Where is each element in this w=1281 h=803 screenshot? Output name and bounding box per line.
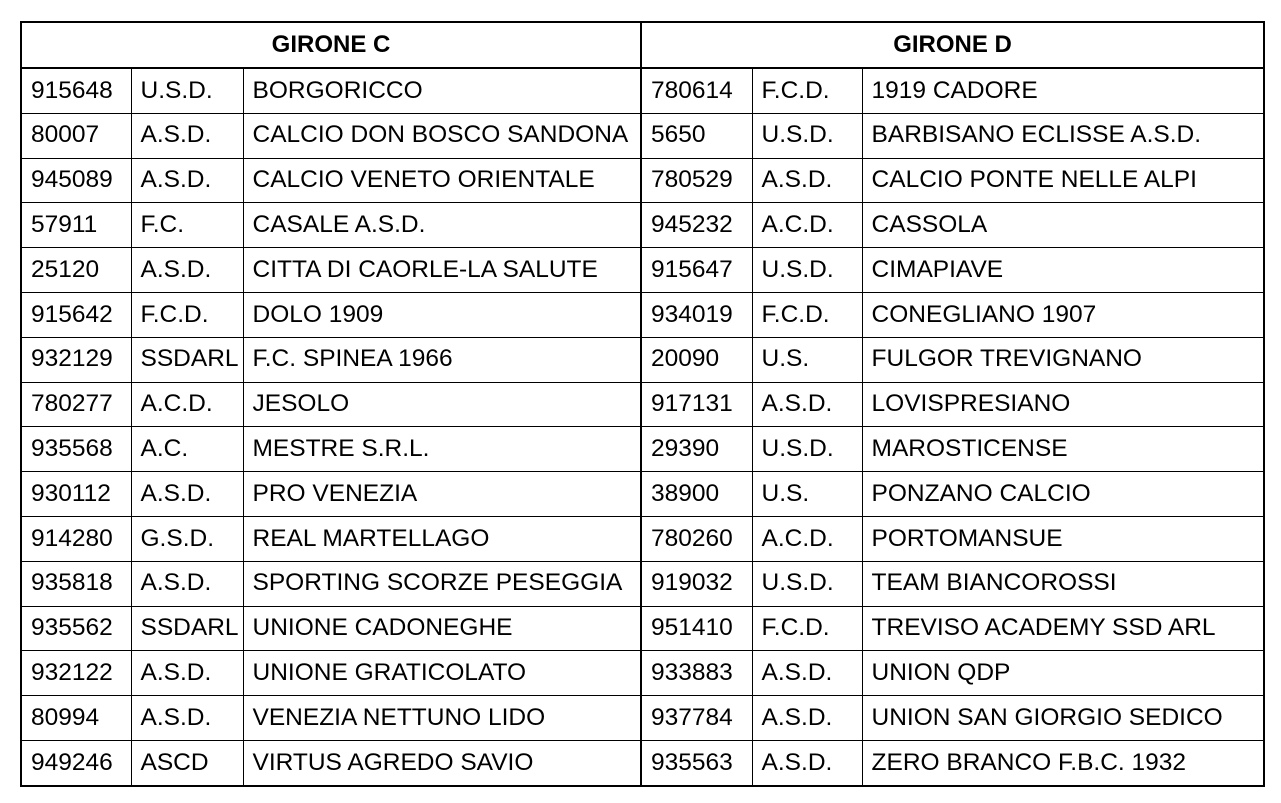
group-d-team-code: 780529 xyxy=(641,158,752,203)
group-c-team-name: VENEZIA NETTUNO LIDO xyxy=(243,696,641,741)
group-c-team-type: A.S.D. xyxy=(131,113,243,158)
group-c-team-code: 935818 xyxy=(21,561,131,606)
group-c-team-type: A.S.D. xyxy=(131,158,243,203)
group-c-team-type: A.C.D. xyxy=(131,382,243,427)
table-row xyxy=(21,68,1264,113)
group-d-team-code: 780614 xyxy=(641,68,752,113)
group-d-team-code: 934019 xyxy=(641,292,752,337)
group-d-team-name: PORTOMANSUE xyxy=(862,516,1264,561)
group-c-team-code: 80007 xyxy=(21,113,131,158)
table-row xyxy=(21,696,1264,741)
group-c-team-code: 914280 xyxy=(21,516,131,561)
group-c-team-code: 932122 xyxy=(21,651,131,696)
group-c-team-name: PRO VENEZIA xyxy=(243,472,641,517)
table-row xyxy=(21,740,1264,785)
group-d-team-code: 29390 xyxy=(641,427,752,472)
group-c-team-type: F.C. xyxy=(131,203,243,248)
group-c-team-code: 80994 xyxy=(21,696,131,741)
groups-table xyxy=(20,21,1265,787)
group-d-team-type: F.C.D. xyxy=(752,606,862,651)
group-c-team-type: A.C. xyxy=(131,427,243,472)
group-c-team-type: SSDARL xyxy=(131,606,243,651)
group-d-team-name: BARBISANO ECLISSE A.S.D. xyxy=(862,113,1264,158)
group-c-team-name: JESOLO xyxy=(243,382,641,427)
group-c-team-code: 915648 xyxy=(21,68,131,113)
group-c-team-name: CALCIO VENETO ORIENTALE xyxy=(243,158,641,203)
group-d-team-name: CASSOLA xyxy=(862,203,1264,248)
group-d-team-code: 915647 xyxy=(641,248,752,293)
group-d-team-type: U.S.D. xyxy=(752,561,862,606)
group-d-team-code: 933883 xyxy=(641,651,752,696)
group-d-team-name: LOVISPRESIANO xyxy=(862,382,1264,427)
group-c-team-code: 935562 xyxy=(21,606,131,651)
table-row xyxy=(21,382,1264,427)
group-c-team-code: 780277 xyxy=(21,382,131,427)
group-d-team-type: A.S.D. xyxy=(752,651,862,696)
group-c-team-code: 945089 xyxy=(21,158,131,203)
group-d-team-name: UNION QDP xyxy=(862,651,1264,696)
group-d-team-name: UNION SAN GIORGIO SEDICO xyxy=(862,696,1264,741)
group-d-team-code: 38900 xyxy=(641,472,752,517)
group-c-team-code: 930112 xyxy=(21,472,131,517)
group-d-team-code: 780260 xyxy=(641,516,752,561)
group-d-team-code: 5650 xyxy=(641,113,752,158)
group-d-team-code: 937784 xyxy=(641,696,752,741)
header-row xyxy=(21,22,1264,68)
group-c-team-code: 932129 xyxy=(21,337,131,382)
table-row xyxy=(21,113,1264,158)
group-c-team-code: 57911 xyxy=(21,203,131,248)
table-row xyxy=(21,606,1264,651)
group-d-team-code: 935563 xyxy=(641,740,752,785)
group-c-team-name: REAL MARTELLAGO xyxy=(243,516,641,561)
group-d-team-name: 1919 CADORE xyxy=(862,68,1264,113)
group-d-team-name: PONZANO CALCIO xyxy=(862,472,1264,517)
group-d-team-type: A.C.D. xyxy=(752,203,862,248)
group-d-team-name: FULGOR TREVIGNANO xyxy=(862,337,1264,382)
table-row xyxy=(21,561,1264,606)
group-c-team-name: SPORTING SCORZE PESEGGIA xyxy=(243,561,641,606)
group-d-team-type: U.S.D. xyxy=(752,427,862,472)
group-c-team-type: G.S.D. xyxy=(131,516,243,561)
group-d-team-name: TREVISO ACADEMY SSD ARL xyxy=(862,606,1264,651)
table-body xyxy=(21,68,1264,786)
group-c-team-type: A.S.D. xyxy=(131,248,243,293)
group-d-team-code: 20090 xyxy=(641,337,752,382)
group-d-team-type: U.S.D. xyxy=(752,248,862,293)
group-c-team-type: A.S.D. xyxy=(131,472,243,517)
group-c-team-name: BORGORICCO xyxy=(243,68,641,113)
group-c-team-code: 949246 xyxy=(21,740,131,785)
table-row xyxy=(21,158,1264,203)
table-row xyxy=(21,337,1264,382)
group-d-team-name: MAROSTICENSE xyxy=(862,427,1264,472)
group-c-team-name: CITTA DI CAORLE-LA SALUTE xyxy=(243,248,641,293)
group-c-team-type: U.S.D. xyxy=(131,68,243,113)
group-d-team-type: A.S.D. xyxy=(752,382,862,427)
group-d-team-name: TEAM BIANCOROSSI xyxy=(862,561,1264,606)
group-d-team-name: CONEGLIANO 1907 xyxy=(862,292,1264,337)
group-c-title: GIRONE C xyxy=(21,22,641,68)
group-c-team-type: F.C.D. xyxy=(131,292,243,337)
table-row xyxy=(21,516,1264,561)
group-c-team-name: F.C. SPINEA 1966 xyxy=(243,337,641,382)
table-row xyxy=(21,651,1264,696)
table-row xyxy=(21,292,1264,337)
group-d-team-type: U.S. xyxy=(752,472,862,517)
group-c-team-name: DOLO 1909 xyxy=(243,292,641,337)
group-d-team-code: 951410 xyxy=(641,606,752,651)
group-d-team-type: U.S.D. xyxy=(752,113,862,158)
group-c-team-type: A.S.D. xyxy=(131,561,243,606)
group-d-team-type: A.S.D. xyxy=(752,696,862,741)
table-row xyxy=(21,427,1264,472)
table-row xyxy=(21,472,1264,517)
group-d-team-code: 919032 xyxy=(641,561,752,606)
group-d-team-type: A.S.D. xyxy=(752,740,862,785)
group-c-team-type: A.S.D. xyxy=(131,651,243,696)
group-c-team-name: MESTRE S.R.L. xyxy=(243,427,641,472)
group-d-team-type: F.C.D. xyxy=(752,68,862,113)
table-row xyxy=(21,203,1264,248)
group-c-team-name: CALCIO DON BOSCO SANDONA xyxy=(243,113,641,158)
group-c-team-name: UNIONE GRATICOLATO xyxy=(243,651,641,696)
group-d-team-type: A.S.D. xyxy=(752,158,862,203)
group-d-team-code: 945232 xyxy=(641,203,752,248)
group-d-team-code: 917131 xyxy=(641,382,752,427)
group-d-title: GIRONE D xyxy=(641,22,1264,68)
group-d-team-type: U.S. xyxy=(752,337,862,382)
group-c-team-name: CASALE A.S.D. xyxy=(243,203,641,248)
group-d-team-type: A.C.D. xyxy=(752,516,862,561)
group-d-team-name: ZERO BRANCO F.B.C. 1932 xyxy=(862,740,1264,785)
group-d-team-name: CIMAPIAVE xyxy=(862,248,1264,293)
group-c-team-type: ASCD xyxy=(131,740,243,785)
group-d-team-type: F.C.D. xyxy=(752,292,862,337)
group-c-team-code: 935568 xyxy=(21,427,131,472)
group-c-team-name: UNIONE CADONEGHE xyxy=(243,606,641,651)
group-c-team-name: VIRTUS AGREDO SAVIO xyxy=(243,740,641,785)
group-d-team-name: CALCIO PONTE NELLE ALPI xyxy=(862,158,1264,203)
group-c-team-type: A.S.D. xyxy=(131,696,243,741)
group-c-team-code: 915642 xyxy=(21,292,131,337)
table-row xyxy=(21,248,1264,293)
group-c-team-type: SSDARL xyxy=(131,337,243,382)
group-c-team-code: 25120 xyxy=(21,248,131,293)
